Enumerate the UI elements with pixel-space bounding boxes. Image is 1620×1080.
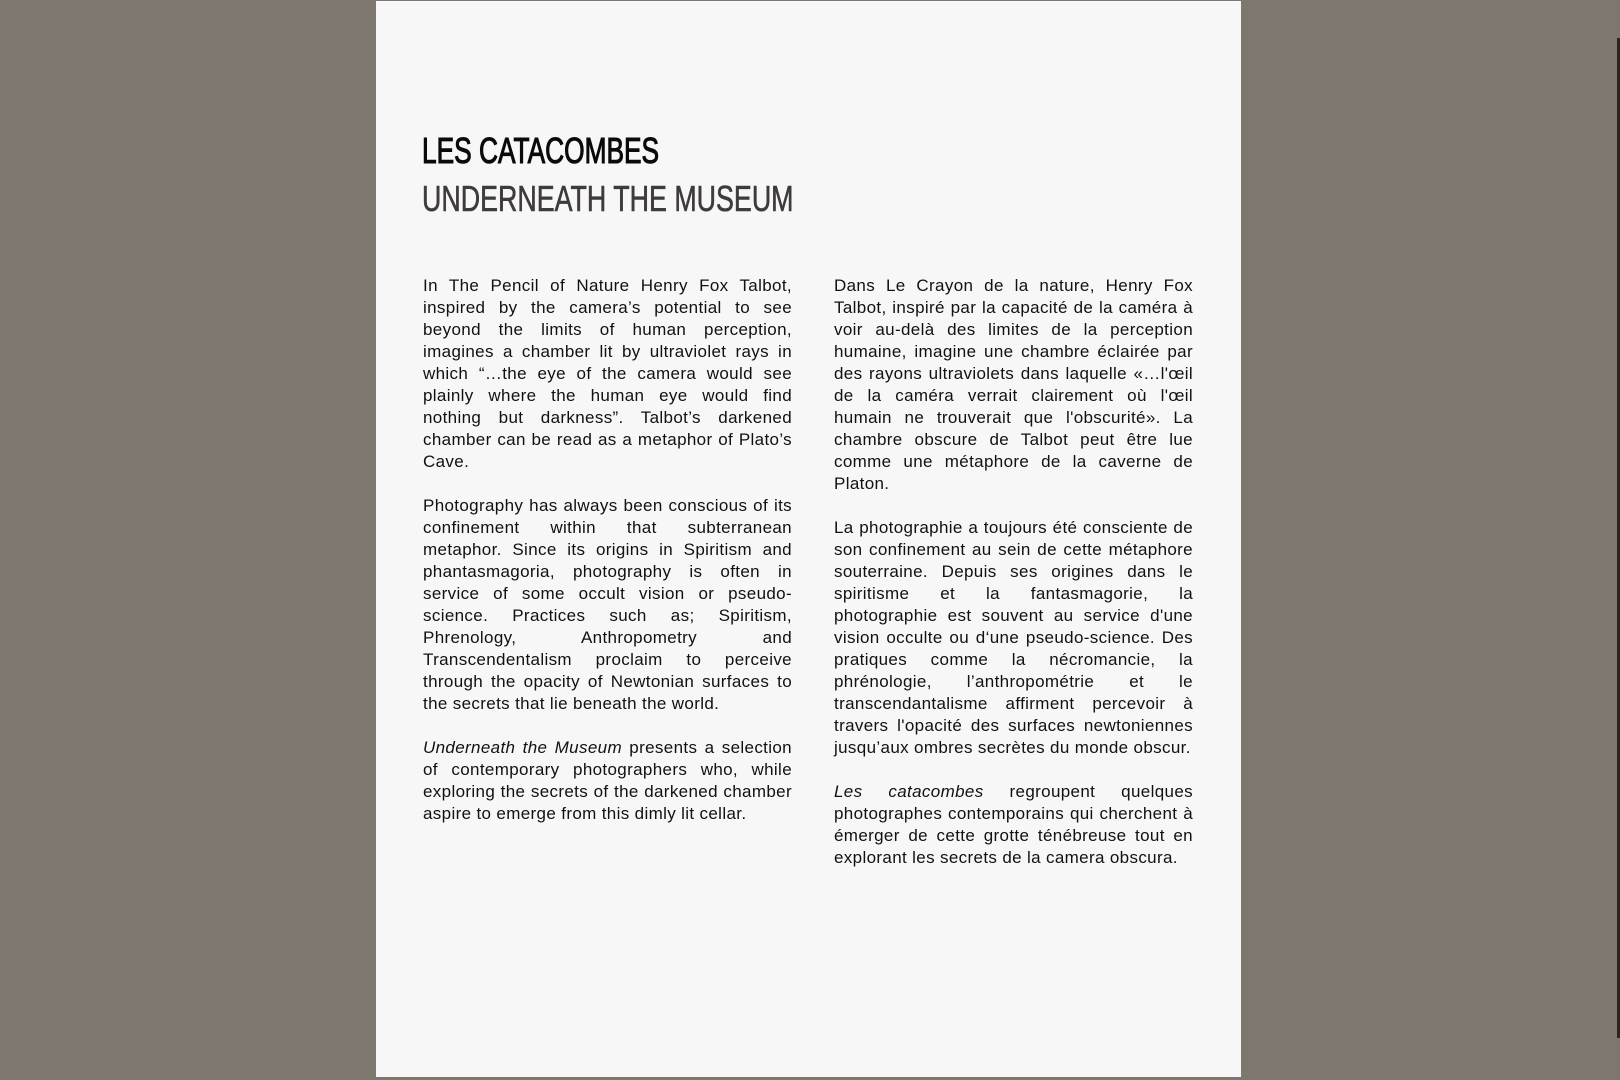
paragraph-text: La photographie a toujours été consciente de son confinement au sein de cette métaphore souterraine. Depuis ses origines dans le spiritisme et la fantasmagorie, la photographie est souvent au service d'une vision occulte ou d‘une pseudo-science. Des pratiques comme la nécromancie, la phrénologie, l’anthropométrie et le transcendantalisme affirment percevoir à travers l'opacité des surfaces newtoniennes jusqu’aux ombres secrètes du monde obscur.: [834, 518, 1193, 757]
paragraph-text: presents a selection of contemporary photographers who, while exploring the secrets of the darkened chamber aspire to emerge from this dimly lit cellar.: [423, 738, 792, 823]
document-page: [376, 1, 1241, 1077]
page-subtitle: UNDERNEATH THE MUSEUM: [422, 178, 794, 219]
english-paragraph-3: [423, 737, 792, 825]
french-column: [834, 275, 1193, 891]
english-paragraph-1: [423, 275, 792, 473]
italic-exhibition-title: Underneath the Museum: [423, 738, 622, 757]
page-title: LES CATACOMBES: [422, 130, 660, 171]
paragraph-text: Photography has always been conscious of its confinement within that subterranean metaphor. Since its origins in Spiritism and phantasmagoria, photography is often in service of some occult vision or pseudo-science. Practices such as; Spiritism, Phrenology, Anthropometry and Transcendentalism proclaim to perceive through the opacity of Newtonian surfaces to the secrets that lie beneath the world.: [423, 496, 792, 713]
paragraph-text: regroupent quelques photographes contemporains qui cherchent à émerger de cette grotte ténébreuse tout en explorant les secrets de la camera obscura.: [834, 782, 1193, 867]
paragraph-text: Dans Le Crayon de la nature, Henry Fox Talbot, inspiré par la capacité de la caméra à voir au-delà des limites de la perception humaine, imagine une chambre éclairée par des rayons ultraviolets dans laquelle «…l'œil de la caméra verrait clairement où l'œil humain ne trouverait que l'obscurité». La chambre obscure de Talbot peut être lue comme une métaphore de la caverne de Platon.: [834, 276, 1193, 493]
paragraph-text: In The Pencil of Nature Henry Fox Talbot, inspired by the camera’s potential to see beyond the limits of human perception, imagines a chamber lit by ultraviolet rays in which “…the eye of the camera would see plainly where the human eye would find nothing but darkness”. Talbot’s darkened chamber can be read as a metaphor of Plato’s Cave.: [423, 276, 792, 471]
english-column: [423, 275, 792, 847]
italic-exhibition-title: Les catacombes: [834, 782, 984, 801]
french-paragraph-3: [834, 781, 1193, 869]
french-paragraph-1: [834, 275, 1193, 495]
english-paragraph-2: [423, 495, 792, 715]
french-paragraph-2: [834, 517, 1193, 759]
